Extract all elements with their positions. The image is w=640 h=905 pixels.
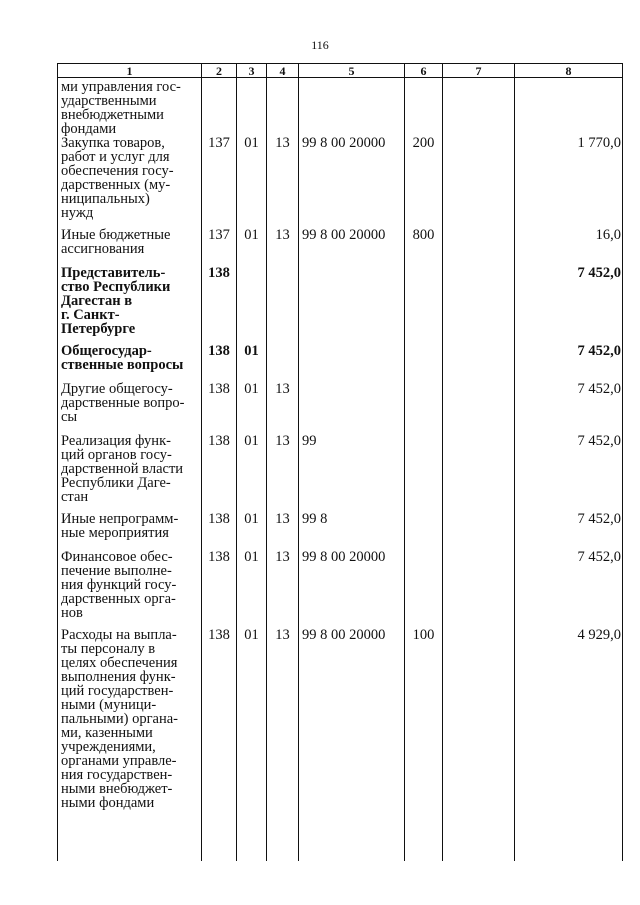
cell-amount — [515, 78, 623, 137]
cell-expense-type: 100 — [405, 628, 443, 841]
cell-target-article — [299, 382, 405, 434]
column-header: 2 — [202, 64, 237, 78]
table-row — [58, 266, 623, 344]
table-header-row — [58, 64, 623, 78]
cell-target-article — [299, 266, 405, 344]
cell-subsection — [267, 344, 299, 382]
cell-col7 — [443, 550, 515, 628]
budget-table — [57, 63, 623, 861]
table-row — [58, 512, 623, 550]
column-header: 8 — [515, 64, 623, 78]
cell-subsection: 13 — [267, 136, 299, 228]
table-row — [58, 344, 623, 382]
cell-section: 01 — [237, 512, 267, 550]
cell-col7 — [443, 344, 515, 382]
column-header: 3 — [237, 64, 267, 78]
cell-expense-type — [405, 434, 443, 512]
cell-chapter-code: 138 — [202, 550, 237, 628]
cell-subsection: 13 — [267, 512, 299, 550]
table-row — [58, 550, 623, 628]
column-header: 7 — [443, 64, 515, 78]
table-row — [58, 382, 623, 434]
cell-name: Общегосудар- ственные вопросы — [58, 344, 202, 382]
cell-name: Расходы на выпла- ты персоналу в целях обеспечения выполнения функ- ций государствен- ными (муници- пальными) органа- ми, казенными учреждениями, органами управле- ния государствен- ными внебюджет- ными фондами — [58, 628, 202, 841]
cell-amount: 7 452,0 — [515, 550, 623, 628]
cell-empty — [267, 841, 299, 861]
cell-section — [237, 266, 267, 344]
cell-empty — [515, 841, 623, 861]
cell-col7 — [443, 512, 515, 550]
cell-amount: 4 929,0 — [515, 628, 623, 841]
table-row — [58, 228, 623, 266]
cell-target-article: 99 8 00 20000 — [299, 136, 405, 228]
cell-expense-type: 200 — [405, 136, 443, 228]
cell-expense-type — [405, 266, 443, 344]
cell-expense-type — [405, 550, 443, 628]
table-row — [58, 434, 623, 512]
cell-subsection — [267, 266, 299, 344]
cell-expense-type — [405, 512, 443, 550]
cell-amount: 7 452,0 — [515, 344, 623, 382]
cell-name: ми управления гос- ударственными внебюджетными фондами — [58, 78, 202, 137]
cell-col7 — [443, 228, 515, 266]
cell-col7 — [443, 628, 515, 841]
cell-name: Иные бюджетные ассигнования — [58, 228, 202, 266]
cell-amount: 7 452,0 — [515, 382, 623, 434]
cell-chapter-code: 138 — [202, 344, 237, 382]
cell-amount: 16,0 — [515, 228, 623, 266]
table-row — [58, 78, 623, 137]
cell-target-article: 99 8 00 20000 — [299, 228, 405, 266]
cell-amount: 7 452,0 — [515, 512, 623, 550]
cell-chapter-code: 138 — [202, 628, 237, 841]
cell-target-article: 99 8 00 20000 — [299, 550, 405, 628]
cell-empty — [405, 841, 443, 861]
cell-chapter-code: 138 — [202, 512, 237, 550]
cell-chapter-code: 137 — [202, 136, 237, 228]
cell-subsection: 13 — [267, 434, 299, 512]
cell-subsection: 13 — [267, 628, 299, 841]
cell-expense-type — [405, 78, 443, 137]
table-filler-row — [58, 841, 623, 861]
cell-empty — [443, 841, 515, 861]
cell-target-article: 99 — [299, 434, 405, 512]
cell-name: Финансовое обес- печение выполне- ния функций госу- дарственных орга- нов — [58, 550, 202, 628]
table-row — [58, 628, 623, 841]
cell-expense-type — [405, 344, 443, 382]
cell-target-article — [299, 78, 405, 137]
table-body — [58, 78, 623, 862]
cell-amount: 7 452,0 — [515, 266, 623, 344]
cell-name: Другие общегосу- дарственные вопро- сы — [58, 382, 202, 434]
table-row — [58, 136, 623, 228]
cell-name: Реализация функ- ций органов госу- дарственной власти Республики Даге- стан — [58, 434, 202, 512]
cell-col7 — [443, 78, 515, 137]
cell-section: 01 — [237, 550, 267, 628]
cell-section: 01 — [237, 382, 267, 434]
cell-chapter-code: 137 — [202, 228, 237, 266]
cell-section: 01 — [237, 628, 267, 841]
cell-chapter-code: 138 — [202, 434, 237, 512]
cell-section: 01 — [237, 344, 267, 382]
cell-subsection: 13 — [267, 228, 299, 266]
cell-amount: 1 770,0 — [515, 136, 623, 228]
cell-subsection: 13 — [267, 550, 299, 628]
cell-name: Иные непрограмм- ные мероприятия — [58, 512, 202, 550]
cell-expense-type: 800 — [405, 228, 443, 266]
column-header: 6 — [405, 64, 443, 78]
cell-chapter-code: 138 — [202, 382, 237, 434]
cell-empty — [202, 841, 237, 861]
cell-col7 — [443, 136, 515, 228]
cell-chapter-code — [202, 78, 237, 137]
cell-target-article — [299, 344, 405, 382]
cell-empty — [237, 841, 267, 861]
cell-section — [237, 78, 267, 137]
cell-target-article: 99 8 00 20000 — [299, 628, 405, 841]
cell-name: Представитель- ство Республики Дагестан в г. Санкт- Петербурге — [58, 266, 202, 344]
cell-col7 — [443, 266, 515, 344]
cell-empty — [299, 841, 405, 861]
cell-subsection: 13 — [267, 382, 299, 434]
column-header: 5 — [299, 64, 405, 78]
cell-amount: 7 452,0 — [515, 434, 623, 512]
column-header: 1 — [58, 64, 202, 78]
cell-section: 01 — [237, 136, 267, 228]
cell-section: 01 — [237, 228, 267, 266]
column-header: 4 — [267, 64, 299, 78]
cell-col7 — [443, 382, 515, 434]
cell-subsection — [267, 78, 299, 137]
cell-target-article: 99 8 — [299, 512, 405, 550]
cell-name: Закупка товаров, работ и услуг для обеспечения госу- дарственных (му- ниципальных) нужд — [58, 136, 202, 228]
cell-col7 — [443, 434, 515, 512]
cell-empty — [58, 841, 202, 861]
page-number: 116 — [311, 38, 329, 52]
cell-chapter-code: 138 — [202, 266, 237, 344]
cell-section: 01 — [237, 434, 267, 512]
cell-expense-type — [405, 382, 443, 434]
